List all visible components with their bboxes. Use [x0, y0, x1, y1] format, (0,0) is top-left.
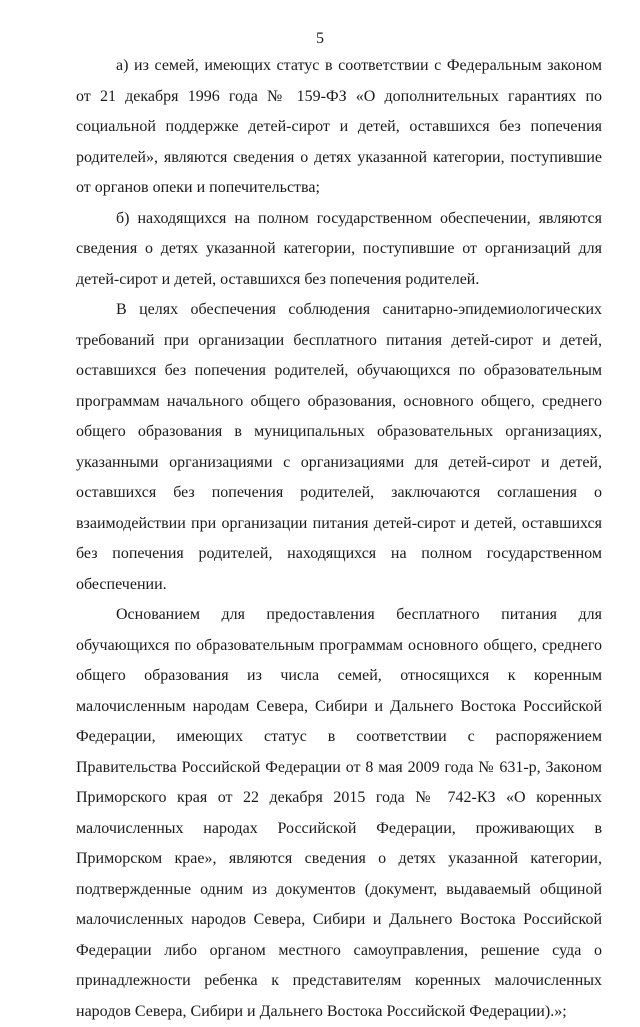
- paragraph-item-a: а) из семей, имеющих статус в соответствии с Федеральным законом от 21 декабря 1996 года № 159-ФЗ «О дополнительных гарантиях по социальной поддержке детей-сирот и детей, оставшихся без попечения родителей», являются сведения о детях указанной категории, поступившие от органов опеки и попечительства;: [76, 57, 602, 196]
- paragraph-indigenous-peoples-basis: Основанием для предоставления бесплатного питания для обучающихся по образовательным программам основного общего, среднего общего образования из числа семей, относящихся к коренным малочисленным народам Севера, Сибири и Дальнего Востока Российской Федерации, имеющих статус в соответствии с распоряжением Правительства Российской Федерации от 8 мая 2009 года № 631-р, Законом Приморского края от 22 декабря 2015 года № 742-КЗ «О коренных малочисленных народах Российской Федерации, проживающих в Приморском крае», являются сведения о детях указанной категории, подтвержденные одним из документов (документ, выдаваемый общиной малочисленных народов Севера, Сибири и Дальнего Востока Российской Федерации либо органом местного самоуправления, решение суда о принадлежности ребенка к представителям коренных малочисленных народов Севера, Сибири и Дальнего Востока Российской Федерации).»;: [76, 606, 602, 1020]
- page-number: 5: [316, 30, 324, 47]
- paragraph-item-b: б) находящихся на полном государственном обеспечении, являются сведения о детях указанной категории, поступившие от организаций для детей-сирот и детей, оставшихся без попечения родителей.: [76, 209, 602, 288]
- paragraph-sanitary-requirements: В целях обеспечения соблюдения санитарно-эпидемиологических требований при организации бесплатного питания детей-сирот и детей, оставшихся без попечения родителей, обучающихся по образовательным программам начального общего образования, основного общего, среднего общего образования в муниципальных образовательных организациях, указанными организациями с организациями для детей-сирот и детей, оставшихся без попечения родителей, заключаются соглашения о взаимодействии при организации питания детей-сирот и детей, оставшихся без попечения родителей, находящихся на полном государственном обеспечении.: [76, 301, 602, 593]
- document-body: [76, 51, 602, 1027]
